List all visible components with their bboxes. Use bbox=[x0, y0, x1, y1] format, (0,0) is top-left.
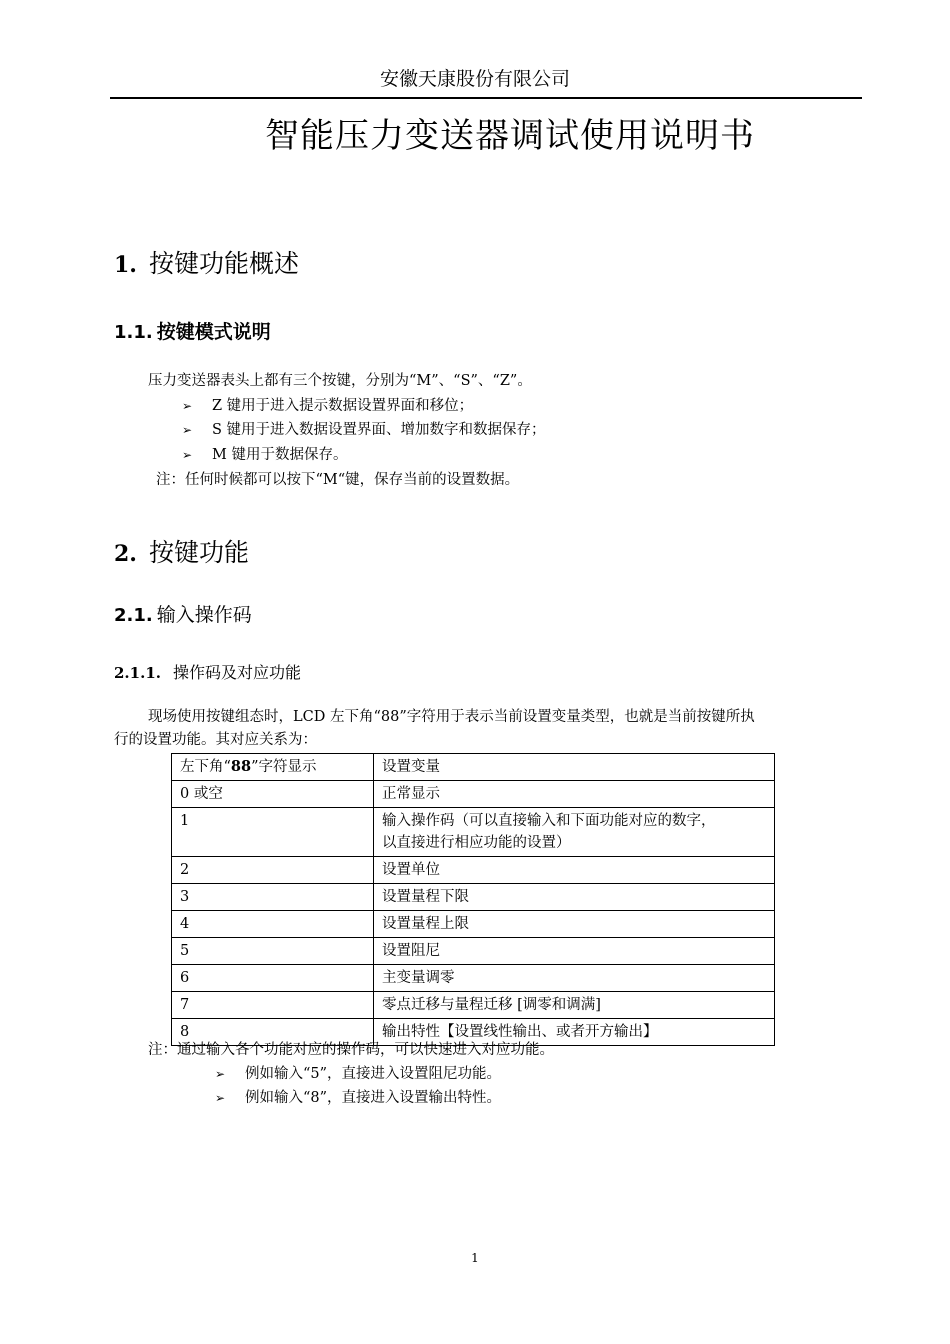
function-cell-line: 输入操作码（可以直接输入和下面功能对应的数字， bbox=[382, 813, 716, 829]
function-cell: 正常显示 bbox=[374, 781, 775, 808]
list-item-text: 例如输入“5”，直接进入设置阻尼功能。 bbox=[245, 1066, 502, 1082]
code-cell: 2 bbox=[172, 857, 374, 884]
list-item bbox=[182, 444, 347, 466]
table-row bbox=[172, 992, 775, 1019]
section-1-number: 1. bbox=[114, 252, 137, 278]
table-header-cell: 设置变量 bbox=[374, 754, 775, 781]
table-row bbox=[172, 965, 775, 992]
function-cell-line: 以直接进行相应功能的设置） bbox=[382, 835, 571, 851]
function-cell: 输出特性【设置线性输出、或者开方输出】 bbox=[374, 1019, 775, 1046]
code-cell: 5 bbox=[172, 938, 374, 965]
section-2-1-1-heading bbox=[114, 660, 301, 683]
company-header: 安徽天康股份有限公司 bbox=[379, 68, 570, 90]
table-header-cell bbox=[172, 754, 374, 781]
function-cell: 设置量程下限 bbox=[374, 884, 775, 911]
table-row bbox=[172, 808, 775, 857]
section-1-1-heading bbox=[114, 317, 271, 344]
list-item bbox=[182, 419, 546, 441]
body-paragraph-line2: 行的设置功能。其对应关系为： bbox=[114, 732, 317, 748]
code-cell: 3 bbox=[172, 884, 374, 911]
header-bold-text: 88 bbox=[230, 758, 252, 775]
section-1-title: 按键功能概述 bbox=[148, 249, 299, 278]
section-2-number: 2. bbox=[114, 541, 137, 567]
bullet-arrow-icon: ➢ bbox=[215, 1091, 226, 1105]
section-1-heading bbox=[114, 244, 299, 280]
list-item bbox=[215, 1063, 501, 1085]
header-rule bbox=[110, 97, 862, 99]
header-text: 左下角“ bbox=[180, 759, 231, 775]
list-item-text: 例如输入“8”，直接进入设置输出特性。 bbox=[245, 1090, 502, 1106]
function-cell: 主变量调零 bbox=[374, 965, 775, 992]
list-item bbox=[182, 395, 473, 417]
page-number: 1 bbox=[471, 1251, 479, 1265]
code-cell: 1 bbox=[172, 808, 374, 857]
list-item-text: S 键用于进入数据设置界面、增加数字和数据保存； bbox=[212, 422, 546, 438]
section-1-1-number: 1.1. bbox=[114, 322, 153, 343]
list-item bbox=[215, 1087, 501, 1109]
function-cell: 设置量程上限 bbox=[374, 911, 775, 938]
operation-code-table bbox=[171, 753, 775, 1046]
table-row bbox=[172, 911, 775, 938]
function-cell: 设置阻尼 bbox=[374, 938, 775, 965]
bullet-arrow-icon: ➢ bbox=[182, 399, 193, 413]
function-cell bbox=[374, 808, 775, 857]
note-text: 注：任何时候都可以按下“M“键，保存当前的设置数据。 bbox=[156, 472, 520, 488]
section-2-1-number: 2.1. bbox=[114, 605, 153, 626]
table-header-row bbox=[172, 754, 775, 781]
header-text: ”字符显示 bbox=[251, 759, 317, 775]
code-cell: 7 bbox=[172, 992, 374, 1019]
intro-paragraph: 压力变送器表头上都有三个按键，分别为“M”、“S”、“Z”。 bbox=[148, 373, 532, 389]
bullet-arrow-icon: ➢ bbox=[182, 423, 193, 437]
table-row bbox=[172, 781, 775, 808]
section-2-title: 按键功能 bbox=[148, 538, 249, 567]
table-row bbox=[172, 884, 775, 911]
list-item-text: M 键用于数据保存。 bbox=[212, 447, 348, 463]
section-2-1-heading bbox=[114, 600, 252, 627]
code-cell: 8 bbox=[172, 1019, 374, 1046]
bullet-arrow-icon: ➢ bbox=[215, 1067, 226, 1081]
code-cell: 0 或空 bbox=[172, 781, 374, 808]
section-2-1-title: 输入操作码 bbox=[156, 604, 252, 626]
code-cell: 4 bbox=[172, 911, 374, 938]
document-title: 智能压力变送器调试使用说明书 bbox=[265, 116, 755, 156]
code-cell: 6 bbox=[172, 965, 374, 992]
function-cell: 设置单位 bbox=[374, 857, 775, 884]
table-note: 注：通过输入各个功能对应的操作码，可以快速进入对应功能。 bbox=[148, 1042, 554, 1058]
function-cell: 零点迁移与量程迁移 [调零和调满] bbox=[374, 992, 775, 1019]
section-2-1-1-title: 操作码及对应功能 bbox=[172, 663, 301, 682]
section-2-1-1-number: 2.1.1. bbox=[114, 664, 161, 682]
table-row bbox=[172, 857, 775, 884]
section-1-1-title: 按键模式说明 bbox=[156, 321, 271, 343]
section-2-heading bbox=[114, 533, 249, 569]
table-row bbox=[172, 938, 775, 965]
body-paragraph-line1: 现场使用按键组态时，LCD 左下角“88”字符用于表示当前设置变量类型，也就是当前按键所执 bbox=[148, 709, 755, 725]
list-item-text: Z 键用于进入提示数据设置界面和移位； bbox=[212, 398, 474, 414]
bullet-arrow-icon: ➢ bbox=[182, 448, 193, 462]
